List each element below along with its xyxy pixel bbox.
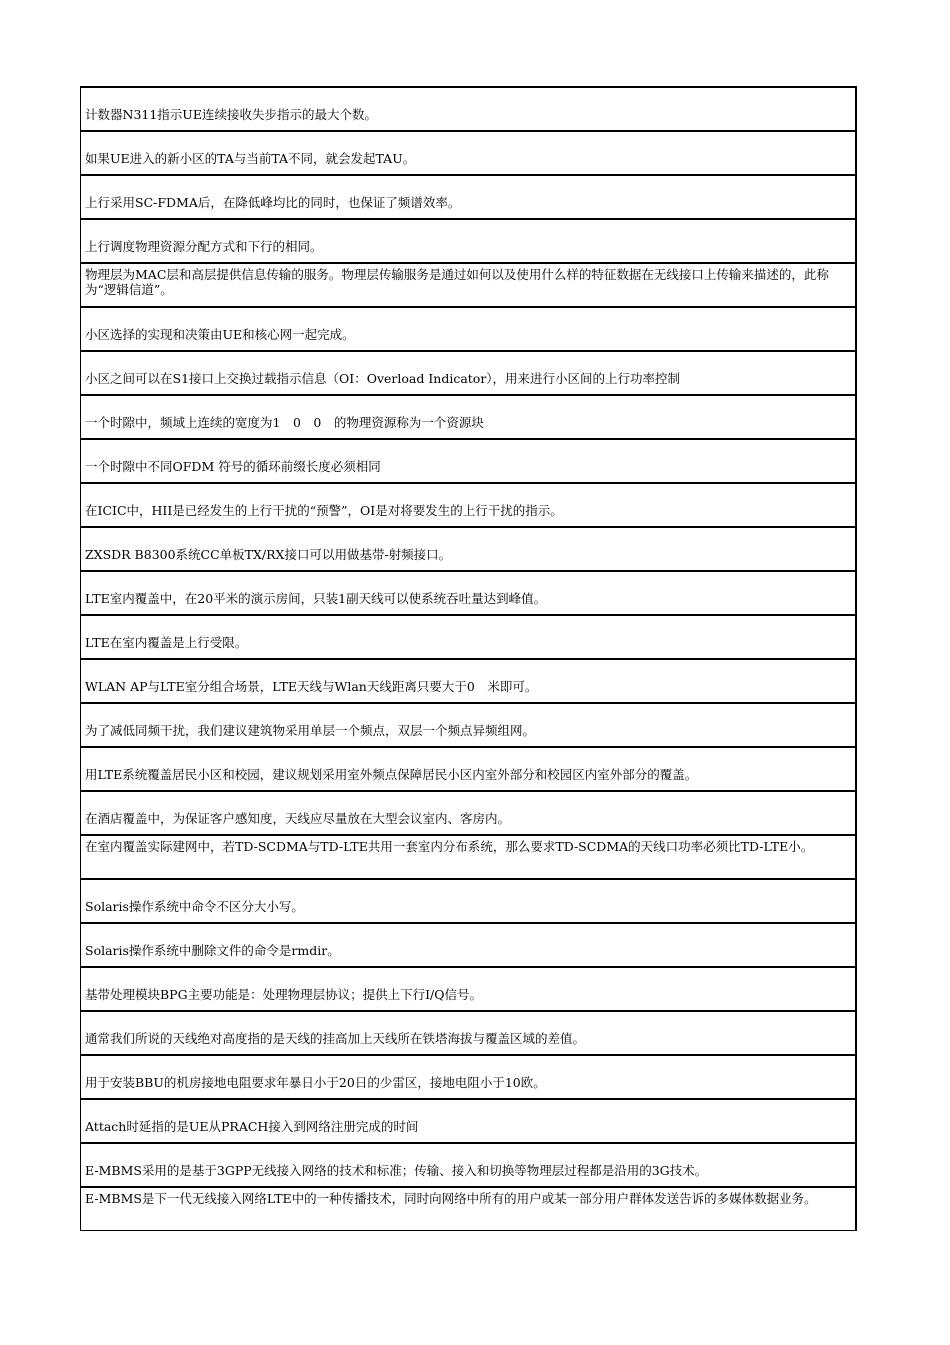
- table-row[interactable]: [81, 440, 855, 484]
- statement-text: Attach时延指的是UE从PRACH接入到网络注册完成的时间: [85, 1119, 419, 1134]
- statement-text: 小区之间可以在S1接口上交换过载指示信息（OI：Overload Indicator），用来进行小区间的上行功率控制: [85, 371, 681, 386]
- table-row[interactable]: [81, 1012, 855, 1056]
- table-row[interactable]: [81, 660, 855, 704]
- statement-text: ZXSDR B8300系统CC单板TX/RX接口可以用做基带-射频接口。: [85, 547, 452, 562]
- statement-text: 一个时隙中不同OFDM 符号的循环前缀长度必须相同: [85, 459, 381, 474]
- table-row[interactable]: [81, 88, 855, 132]
- table-row[interactable]: [81, 484, 855, 528]
- table-row[interactable]: [81, 528, 855, 572]
- statement-text: 上行调度物理资源分配方式和下行的相同。: [85, 239, 323, 254]
- table-row[interactable]: [81, 1056, 855, 1100]
- statement-text: Solaris操作系统中命令不区分大小写。: [85, 899, 304, 914]
- table-row[interactable]: [81, 572, 855, 616]
- table-row[interactable]: [81, 352, 855, 396]
- table-row[interactable]: [81, 880, 855, 924]
- table-row[interactable]: [81, 704, 855, 748]
- table-row[interactable]: [81, 1100, 855, 1144]
- statement-text: LTE室内覆盖中，在20平米的演示房间，只装1副天线可以使系统吞吐量达到峰值。: [85, 591, 547, 606]
- table-row[interactable]: [81, 924, 855, 968]
- statement-text: 为了减低同频干扰，我们建议建筑物采用单层一个频点，双层一个频点异频组网。: [85, 723, 536, 738]
- table-row[interactable]: [81, 396, 855, 440]
- statement-text: 用LTE系统覆盖居民小区和校园，建议规划采用室外频点保障居民小区内室外部分和校园区内室外部分的覆盖。: [85, 767, 698, 782]
- table-row[interactable]: [81, 748, 855, 792]
- table-row[interactable]: [81, 1188, 855, 1231]
- statement-text: 在室内覆盖实际建网中，若TD-SCDMA与TD-LTE共用一套室内分布系统，那么要求TD-SCDMA的天线口功率必须比TD-LTE小。: [85, 839, 814, 854]
- table-row[interactable]: [81, 836, 855, 880]
- statement-text: 如果UE进入的新小区的TA与当前TA不同，就会发起TAU。: [85, 151, 416, 166]
- statement-text: 用于安装BBU的机房接地电阻要求年暴日小于20日的少雷区，接地电阻小于10欧。: [85, 1075, 546, 1090]
- statement-text: 在酒店覆盖中，为保证客户感知度，天线应尽量放在大型会议室内、客房内。: [85, 811, 511, 826]
- table-row[interactable]: [81, 792, 855, 836]
- statement-text: E-MBMS是下一代无线接入网络LTE中的一种传播技术，同时向网络中所有的用户或某一部分用户群体发送告诉的多媒体数据业务。: [85, 1191, 817, 1206]
- table-row[interactable]: [81, 968, 855, 1012]
- statement-text: LTE在室内覆盖是上行受限。: [85, 635, 248, 650]
- statement-text: WLAN AP与LTE室分组合场景，LTE天线与Wlan天线距离只要大于0 米即可。: [85, 679, 538, 694]
- statement-text: Solaris操作系统中删除文件的命令是rmdir。: [85, 943, 340, 958]
- table-row[interactable]: [81, 264, 855, 308]
- statement-text: 一个时隙中，频域上连续的宽度为1 0 0 的物理资源称为一个资源块: [85, 415, 484, 430]
- table-row[interactable]: [81, 308, 855, 352]
- statement-text: 通常我们所说的天线绝对高度指的是天线的挂高加上天线所在铁塔海拔与覆盖区域的差值。: [85, 1031, 586, 1046]
- table-row[interactable]: [81, 132, 855, 176]
- table-row[interactable]: [81, 1144, 855, 1188]
- statement-text: 基带处理模块BPG主要功能是：处理物理层协议；提供上下行I/Q信号。: [85, 987, 482, 1002]
- table-row[interactable]: [81, 220, 855, 264]
- statement-table: [80, 86, 857, 1231]
- table-row[interactable]: [81, 616, 855, 660]
- statement-text: 小区选择的实现和决策由UE和核心网一起完成。: [85, 327, 355, 342]
- statement-text: 物理层为MAC层和高层提供信息传输的服务。物理层传输服务是通过如何以及使用什么样的特征数据在无线接口上传输来描述的，此称为“逻辑信道”。: [85, 267, 829, 297]
- statement-text: 计数器N311指示UE连续接收失步指示的最大个数。: [85, 107, 377, 122]
- table-row[interactable]: [81, 176, 855, 220]
- statement-text: E-MBMS采用的是基于3GPP无线接入网络的技术和标准；传输、接入和切换等物理层过程都是沿用的3G技术。: [85, 1163, 708, 1178]
- statement-text: 在ICIC中，HII是已经发生的上行干扰的“预警”，OI是对将要发生的上行干扰的指示。: [85, 503, 563, 518]
- statement-text: 上行采用SC-FDMA后，在降低峰均比的同时，也保证了频谱效率。: [85, 195, 461, 210]
